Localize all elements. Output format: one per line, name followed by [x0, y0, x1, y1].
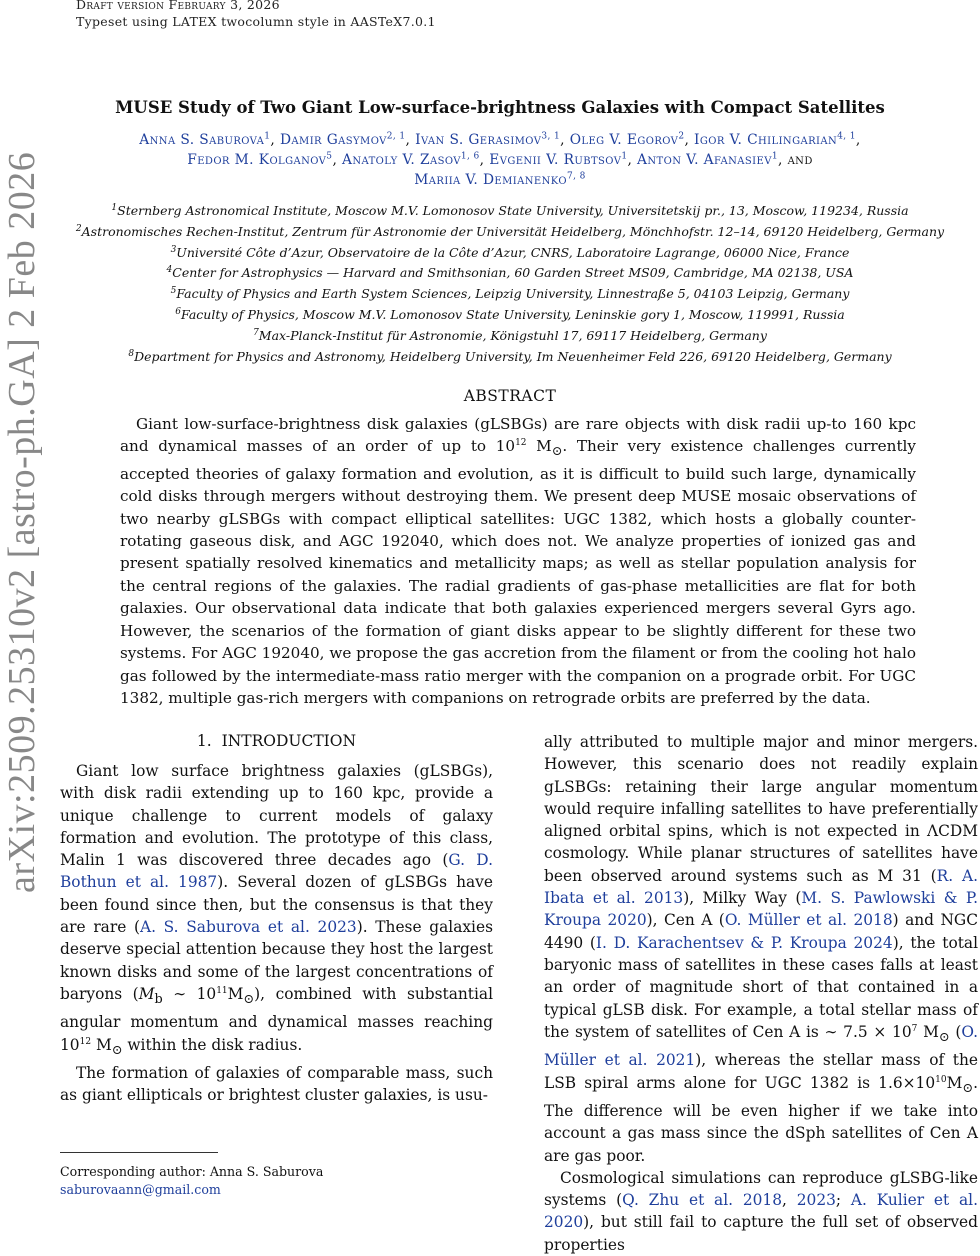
author[interactable]: Evgenii V. Rubtsov$^1$ — [489, 151, 628, 168]
footnote-divider — [60, 1152, 218, 1153]
citation-link[interactable]: G. D. Bothun et al. 1987 — [60, 851, 493, 892]
intro-paragraph-2: The formation of galaxies of comparable mass, such as giant ellipticals or brightest cluster galaxies, is usu- — [60, 1064, 493, 1105]
author[interactable]: Ivan S. Gerasimov$^{3, 1}$ — [415, 131, 561, 148]
and-word: and — [787, 152, 813, 168]
paper-title: MUSE Study of Two Giant Low-surface-brightness Galaxies with Compact Satellites — [115, 98, 885, 117]
affiliation: $^5$Faculty of Physics and Earth System Sciences, Leipzig University, Linnestraße 5, 04103 Leipzig, Germany — [170, 286, 850, 302]
author[interactable]: Anton V. Afanasiev$^1$ — [637, 151, 778, 168]
intro-paragraph-3: Cosmological simulations can reproduce gLSBG-like systems (Q. Zhu et al. 2018, 2023; A. Kulier et al. 2020), but still fail to capture the full set of observed properties — [544, 1168, 978, 1254]
citation-link[interactable]: A. S. Saburova et al. 2023 — [140, 918, 357, 937]
affiliation: $^2$Astronomisches Rechen-Institut, Zentrum für Astronomie der Universität Heidelberg, Mönchhofstr. 12–14, 69120 Heidelberg, Germany — [75, 223, 945, 239]
abstract-heading: ABSTRACT — [463, 387, 557, 405]
affiliation-list — [20, 201, 980, 367]
citation-link[interactable]: O. Müller et al. 2021 — [544, 1022, 979, 1070]
draft-version-header: Draft version February 3, 2026 — [76, 0, 280, 12]
citation-link[interactable]: A. Kulier et al. 2020 — [544, 1191, 978, 1232]
author[interactable]: Anatoly V. Zasov$^{1, 6}$ — [342, 151, 480, 168]
affiliation: $^8$Department for Physics and Astronomy, Heidelberg University, Im Neuenheimer Feld 226, 69120 Heidelberg, Germany — [128, 348, 892, 364]
author[interactable]: Fedor M. Kolganov$^5$ — [187, 151, 333, 168]
intro-paragraph-2-continued: ally attributed to multiple major and minor mergers. However, this scenario does not readily explain gLSBGs: retaining their large angular momentum would require infalling satellites to have preferentially aligned orbital spins, which is not expected in ΛCDM cosmology. While planar structures of satellites have been observed around systems such as M 31 (R. A. Ibata et al. 2013), Milky Way (M. S. Pawlowski & P. Kroupa 2020), Cen A (O. Müller et al. 2018) and NGC 4490 (I. D. Karachentsev & P. Kroupa 2024), the total baryonic mass of satellites in these cases falls at least an order of magnitude short of that contained in a typical gLSB disk. For example, a total stellar mass of the system of satellites of Cen A is ∼ $7.5 \times 10^7$ $M_⊙$ (O. Müller et al. 2021), whereas the stellar mass of the LSB spiral arms alone for UGC 1382 is $1.6\times 10^{10}M_⊙$. The difference will be even higher if we take into account a gas mass since the dSph satellites of Cen A are gas poor. — [544, 733, 979, 1165]
citation-link[interactable]: M. S. Pawlowski & P. Kroupa 2020 — [544, 889, 978, 930]
citation-link[interactable]: Q. Zhu et al. 2018 — [622, 1191, 783, 1210]
corresponding-author-label: Corresponding author: Anna S. Saburova — [60, 1164, 324, 1179]
arxiv-sidebar-id: arXiv:2509.25310v2 [astro-ph.GA] 2 Feb 2026 — [1, 151, 43, 893]
right-column — [544, 731, 978, 1256]
left-column — [60, 760, 493, 1107]
affiliation: $^4$Center for Astrophysics — Harvard and Smithsonian, 60 Garden Street MS09, Cambridge, MA 02138, USA — [166, 265, 854, 281]
author-list: Anna S. Saburova$^1$, Damir Gasymov$^{2, 1}$, Ivan S. Gerasimov$^{3, 1}$, Oleg V. Egorov$^2$, Igor V. Chilingarian$^{4, 1}$, Fedor M. Kolganov$^5$, Anatoly V. Zasov$^{1, 6}$, Evgenii V. Rubtsov$^1$, Anton V. Afanasiev$^1$, and Mariia V. Demianenko$^{7, 8}$ — [139, 131, 861, 188]
affiliation: $^7$Max-Planck-Institut für Astronomie, Königstuhl 17, 69117 Heidelberg, Germany — [253, 327, 767, 343]
citation-link[interactable]: R. A. Ibata et al. 2013 — [544, 866, 978, 908]
citation-link[interactable]: 2023 — [796, 1191, 836, 1210]
citation-link[interactable]: O. Müller et al. 2018 — [724, 911, 893, 930]
abstract-body: Giant low-surface-brightness disk galaxies (gLSBGs) are rare objects with disk radii up-to 160 kpc and dynamical masses of an order of up to $10^{12}$ $M_⊙$. Their very existence challenges currently accepted theories of galaxy formation and evolution, as it is difficult to build such large, dynamically cold disks through mergers without destroying them. We present deep MUSE mosaic observations of two nearby gLSBGs with compact elliptical satellites: UGC 1382, which hosts a globally counter-rotating gaseous disk, and AGC 192040, which does not. We analyze properties of ionized gas and present spatially resolved kinematics and metallicity maps; as well as stellar population analysis for the central regions of the galaxies. The radial gradients of gas-phase metallicities are flat for both galaxies. Our observational data indicate that both galaxies experienced mergers several Gyrs ago. However, the scenarios of the formation of giant disks appear to be slightly different for these two systems. For AGC 192040, we propose the gas accretion from the filament or from the cooling hot halo gas followed by the intermediate-mass ratio merger with the companion on a prograde orbit. For UGC 1382, multiple gas-rich mergers with companions on retrograde orbits are preferred by the data. — [120, 415, 916, 707]
section-heading-introduction: 1. INTRODUCTION — [196, 732, 357, 750]
affiliation: $^1$Sternberg Astronomical Institute, Moscow M.V. Lomonosov State University, Universitetskij pr., 13, Moscow, 119234, Russia — [111, 202, 909, 218]
author[interactable]: Igor V. Chilingarian$^{4, 1}$ — [694, 131, 856, 148]
corresponding-author-note — [60, 1163, 323, 1199]
affiliation: $^3$Université Côte d’Azur, Observatoire de la Côte d’Azur, CNRS, Laboratoire Lagrange, 06000 Nice, France — [170, 244, 850, 260]
author[interactable]: Anna S. Saburova$^1$ — [139, 131, 271, 148]
citation-link[interactable]: I. D. Karachentsev & P. Kroupa 2024 — [595, 933, 893, 952]
affiliation: $^6$Faculty of Physics, Moscow M.V. Lomonosov State University, Leninskie gory 1, Moscow, 119991, Russia — [175, 306, 845, 322]
author[interactable]: Damir Gasymov$^{2, 1}$ — [279, 131, 406, 148]
typeset-note: Typeset using LATEX twocolumn style in AASTeX7.0.1 — [76, 14, 436, 29]
corresponding-email-link[interactable]: saburovaann@gmail.com — [60, 1182, 221, 1197]
author[interactable]: Oleg V. Egorov$^2$ — [569, 131, 685, 148]
author[interactable]: Mariia V. Demianenko$^{7, 8}$ — [414, 171, 586, 188]
intro-paragraph-1: Giant low surface brightness galaxies (gLSBGs), with disk radii extending up to 160 kpc, provide a unique challenge to current models of galaxy formation and evolution. The prototype of this class, Malin 1 was discovered three decades ago (G. D. Bothun et al. 1987). Several dozen of gLSBGs have been found since then, but the consensus is that they are rare (A. S. Saburova et al. 2023). These galaxies deserve special attention because they host the largest known disks and some of the largest concentrations of baryons ($M_b$ ∼ $10^{11}M_⊙$), combined with substantial angular momentum and dynamical masses reaching $10^{12}$ $M_⊙$ within the disk radius. — [60, 762, 493, 1058]
